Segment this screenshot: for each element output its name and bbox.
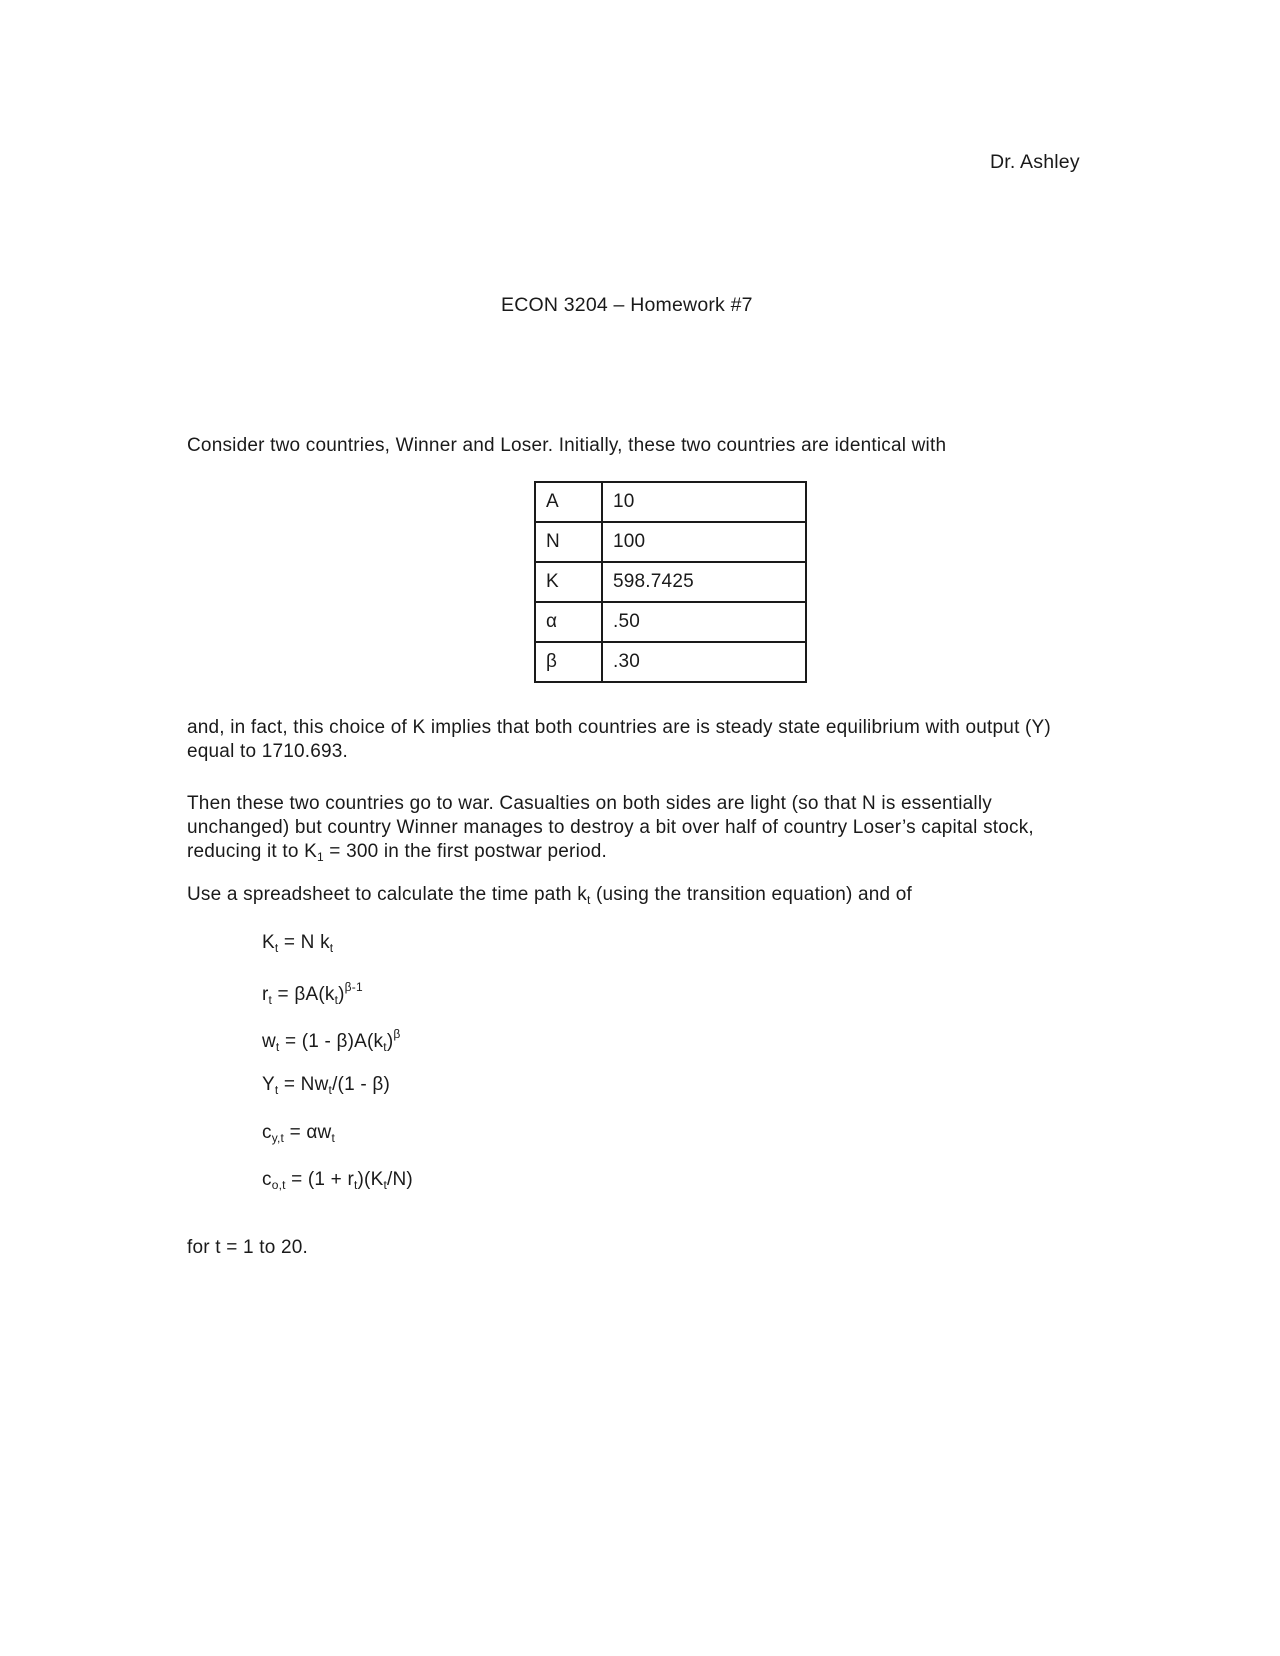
eq-sub: t	[383, 1040, 387, 1054]
instruction-subscript: t	[586, 893, 591, 907]
eq-rhs: = (1 + r	[285, 1169, 354, 1190]
steady-state-paragraph: and, in fact, this choice of K implies that both countries are is steady state equilibrium with output (Y) equal to 1710.693.	[187, 717, 1051, 762]
eq-rhs: )	[338, 984, 345, 1005]
table-row	[535, 642, 806, 682]
page-title: ECON 3204 – Homework #7	[501, 294, 753, 316]
eq-rhs: = (1 - β)A(k	[279, 1031, 384, 1052]
param-symbol: A	[535, 482, 602, 522]
eq-sub: t	[274, 1083, 279, 1097]
param-value: 598.7425	[602, 562, 806, 602]
param-symbol: N	[535, 522, 602, 562]
eq-sub: y,t	[271, 1131, 285, 1145]
eq-sub: t	[275, 1040, 280, 1054]
intro-paragraph: Consider two countries, Winner and Loser. Initially, these two countries are identical with	[187, 435, 947, 456]
eq-sub: t	[334, 993, 339, 1007]
param-symbol: β	[535, 642, 602, 682]
author-name: Dr. Ashley	[990, 151, 1080, 173]
eq-sub: t	[353, 1178, 358, 1192]
eq-sub: o,t	[271, 1178, 286, 1192]
eq-rhs: = βA(k	[272, 984, 335, 1005]
instruction-text-end: (using the transition equation) and of	[590, 884, 913, 905]
eq-lhs: Y	[262, 1074, 275, 1095]
eq-sub: t	[328, 1083, 333, 1097]
eq-lhs: c	[262, 1122, 272, 1143]
equation-old-consumption	[262, 1169, 413, 1192]
war-paragraph	[187, 792, 1087, 869]
instruction-text: Use a spreadsheet to calculate the time path k	[187, 884, 587, 905]
eq-sub: t	[331, 1131, 335, 1145]
equation-output	[262, 1074, 390, 1097]
eq-sub: t	[268, 993, 273, 1007]
param-value: .30	[602, 642, 806, 682]
table-row	[535, 562, 806, 602]
equation-wage	[262, 1027, 400, 1054]
war-text: Then these two countries go to war. Casualties on both sides are light (so that N is essentially unchanged) but country Winner manages to destroy a bit over half of country Loser’s capital stock, reducing it to K	[187, 793, 1034, 862]
table-row	[535, 522, 806, 562]
war-text-end: = 300 in the first postwar period.	[323, 841, 608, 862]
parameter-table	[534, 481, 807, 683]
instruction-paragraph	[187, 883, 1087, 912]
equation-interest-rate	[262, 980, 363, 1007]
eq-rhs: = N k	[278, 932, 330, 953]
eq-sub: t	[383, 1178, 388, 1192]
eq-rhs: )(K	[357, 1169, 384, 1190]
eq-rhs: )	[386, 1031, 394, 1052]
param-value: 10	[602, 482, 806, 522]
war-subscript: 1	[316, 850, 324, 864]
eq-sup: β	[393, 1027, 401, 1041]
table-row	[535, 602, 806, 642]
eq-sup: β-1	[344, 980, 363, 994]
eq-lhs: c	[262, 1169, 272, 1190]
param-value: .50	[602, 602, 806, 642]
eq-lhs: K	[262, 932, 275, 953]
eq-lhs: w	[262, 1031, 276, 1052]
eq-sub: t	[274, 941, 279, 955]
eq-sub: t	[329, 941, 334, 955]
eq-lhs: r	[262, 984, 269, 1005]
eq-rhs: /N)	[387, 1169, 413, 1190]
param-value: 100	[602, 522, 806, 562]
param-symbol: α	[535, 602, 602, 642]
table-row	[535, 482, 806, 522]
eq-rhs: = αw	[284, 1122, 332, 1143]
equation-capital	[262, 932, 333, 955]
closing-paragraph: for t = 1 to 20.	[187, 1237, 308, 1258]
eq-rhs: /(1 - β)	[332, 1074, 390, 1095]
eq-rhs: = Nw	[278, 1074, 329, 1095]
equation-young-consumption	[262, 1122, 335, 1145]
param-symbol: K	[535, 562, 602, 602]
